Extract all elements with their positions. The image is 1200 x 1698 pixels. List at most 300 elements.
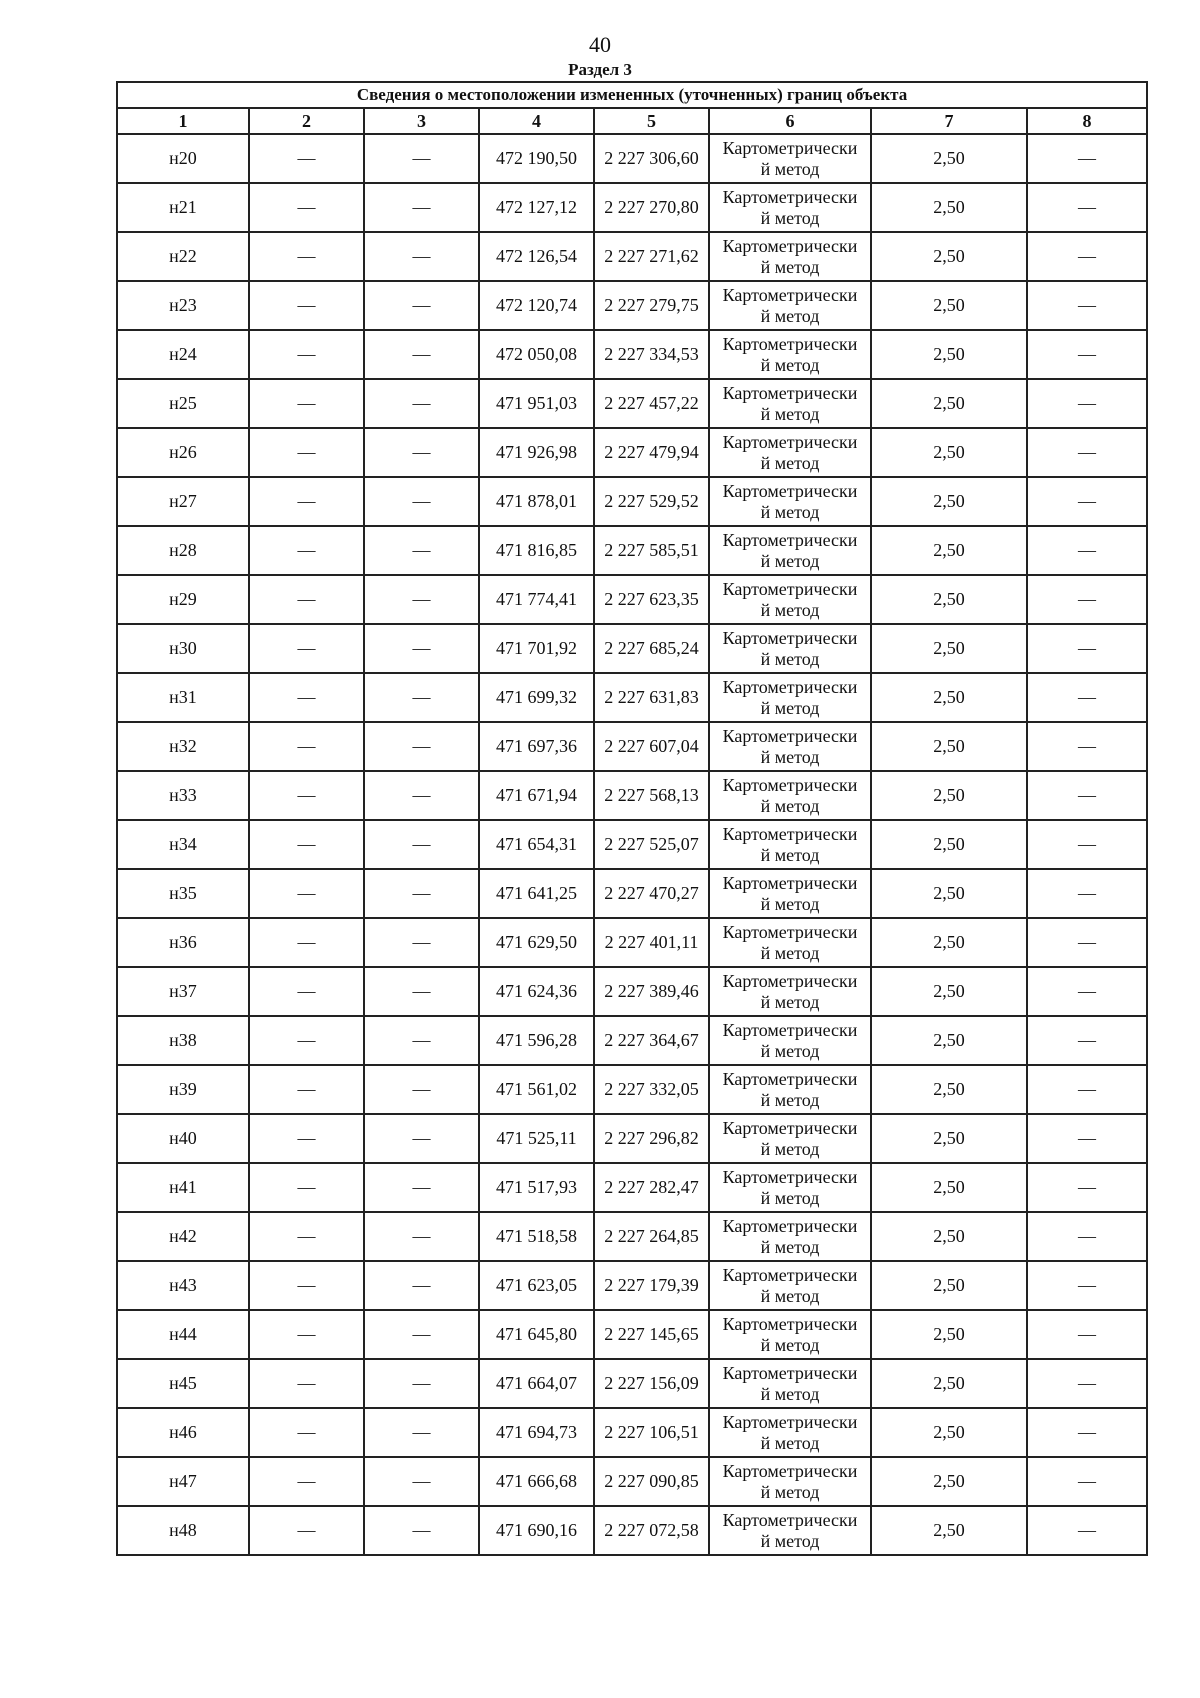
method-line: й метод — [760, 207, 820, 228]
table-cell: 2 227 389,46 — [594, 967, 709, 1016]
table-cell: 2,50 — [871, 428, 1027, 477]
table-cell: н35 — [117, 869, 249, 918]
table-cell: — — [364, 1114, 479, 1163]
table-cell: — — [1027, 1016, 1147, 1065]
column-header: 8 — [1027, 108, 1147, 134]
table-cell: 471 816,85 — [479, 526, 594, 575]
table-cell: — — [1027, 722, 1147, 771]
table-cell: — — [364, 1212, 479, 1261]
table-cell: 471 878,01 — [479, 477, 594, 526]
table-cell: н41 — [117, 1163, 249, 1212]
table-row — [117, 183, 1147, 232]
table-cell: — — [1027, 1359, 1147, 1408]
table-cell: — — [249, 918, 364, 967]
table-cell: 2 227 179,39 — [594, 1261, 709, 1310]
table-cell: 2,50 — [871, 134, 1027, 183]
table-cell: — — [1027, 1457, 1147, 1506]
table-cell: — — [1027, 330, 1147, 379]
table-row — [117, 1457, 1147, 1506]
table-cell: 471 926,98 — [479, 428, 594, 477]
method-line: й метод — [760, 1481, 820, 1502]
table-cell: — — [364, 1457, 479, 1506]
table-cell: н27 — [117, 477, 249, 526]
table-cell: н21 — [117, 183, 249, 232]
table-cell: 2,50 — [871, 869, 1027, 918]
table-cell: н23 — [117, 281, 249, 330]
table-cell: 2 227 685,24 — [594, 624, 709, 673]
table-cell: н33 — [117, 771, 249, 820]
method-line: Картометрически — [722, 1460, 858, 1481]
table-cell — [709, 771, 871, 820]
table-cell: 471 525,11 — [479, 1114, 594, 1163]
table-cell: — — [249, 1506, 364, 1555]
table-cell: — — [249, 1065, 364, 1114]
table-cell: — — [364, 134, 479, 183]
table-cell: 2 227 106,51 — [594, 1408, 709, 1457]
table-cell: — — [364, 771, 479, 820]
method-line: Картометрически — [722, 872, 858, 893]
table-cell — [709, 1163, 871, 1212]
page-number: 40 — [589, 32, 611, 57]
table-cell — [709, 1359, 871, 1408]
method-line: Картометрически — [722, 431, 858, 452]
column-header: 3 — [364, 108, 479, 134]
method-line: Картометрически — [722, 970, 858, 991]
table-cell: — — [249, 1016, 364, 1065]
method-line: Картометрически — [722, 186, 858, 207]
table-cell: 471 701,92 — [479, 624, 594, 673]
table-cell: 2 227 623,35 — [594, 575, 709, 624]
table-cell: 2 227 607,04 — [594, 722, 709, 771]
table-cell: — — [1027, 624, 1147, 673]
table-cell: — — [249, 771, 364, 820]
table-cell: — — [364, 967, 479, 1016]
method-line: й метод — [760, 795, 820, 816]
table-cell: 471 629,50 — [479, 918, 594, 967]
method-line: Картометрически — [722, 627, 858, 648]
table-cell: — — [1027, 379, 1147, 428]
method-line: й метод — [760, 599, 820, 620]
table-row — [117, 722, 1147, 771]
table-cell: н22 — [117, 232, 249, 281]
table-cell: н25 — [117, 379, 249, 428]
table-cell: — — [249, 967, 364, 1016]
table-row — [117, 1506, 1147, 1555]
table-cell: 2,50 — [871, 820, 1027, 869]
table-cell: — — [249, 1310, 364, 1359]
table-cell — [709, 379, 871, 428]
method-line: Картометрически — [722, 137, 858, 158]
method-line: й метод — [760, 844, 820, 865]
table-cell: — — [249, 575, 364, 624]
table-cell: 471 645,80 — [479, 1310, 594, 1359]
table-cell: 2,50 — [871, 1016, 1027, 1065]
table-cell: 2 227 332,05 — [594, 1065, 709, 1114]
table-cell: 471 517,93 — [479, 1163, 594, 1212]
table-cell: 2 227 296,82 — [594, 1114, 709, 1163]
table-cell: 2,50 — [871, 1506, 1027, 1555]
table-cell: н28 — [117, 526, 249, 575]
table-cell: — — [364, 330, 479, 379]
table-row — [117, 1310, 1147, 1359]
method-line: Картометрически — [722, 480, 858, 501]
table-cell: н37 — [117, 967, 249, 1016]
method-line: й метод — [760, 942, 820, 963]
table-cell: — — [364, 1408, 479, 1457]
table-cell: — — [364, 820, 479, 869]
table-cell — [709, 1310, 871, 1359]
boundary-table — [116, 81, 1148, 1556]
table-cell: — — [364, 1016, 479, 1065]
table-cell: 471 671,94 — [479, 771, 594, 820]
table-cell: н45 — [117, 1359, 249, 1408]
method-line: Картометрически — [722, 1509, 858, 1530]
table-cell: 471 623,05 — [479, 1261, 594, 1310]
method-line: й метод — [760, 1236, 820, 1257]
method-line: й метод — [760, 1089, 820, 1110]
column-header: 1 — [117, 108, 249, 134]
table-cell: 2,50 — [871, 183, 1027, 232]
table-cell: — — [1027, 673, 1147, 722]
method-line: й метод — [760, 1040, 820, 1061]
table-cell: 471 561,02 — [479, 1065, 594, 1114]
table-cell: 472 050,08 — [479, 330, 594, 379]
method-line: Картометрически — [722, 1313, 858, 1334]
table-cell — [709, 428, 871, 477]
table-cell: 2 227 401,11 — [594, 918, 709, 967]
table-cell: — — [249, 1359, 364, 1408]
table-cell: 2 227 525,07 — [594, 820, 709, 869]
method-line: й метод — [760, 1383, 820, 1404]
table-cell: — — [364, 1310, 479, 1359]
table-cell: — — [364, 918, 479, 967]
table-cell: 471 774,41 — [479, 575, 594, 624]
table-cell: — — [364, 1261, 479, 1310]
method-line: Картометрически — [722, 284, 858, 305]
table-cell — [709, 232, 871, 281]
table-row — [117, 428, 1147, 477]
table-cell — [709, 477, 871, 526]
method-line: й метод — [760, 403, 820, 424]
table-cell: — — [364, 281, 479, 330]
method-line: й метод — [760, 354, 820, 375]
table-row — [117, 1114, 1147, 1163]
table-cell: 2,50 — [871, 1163, 1027, 1212]
method-line: Картометрически — [722, 1264, 858, 1285]
table-cell: — — [364, 1065, 479, 1114]
method-line: Картометрически — [722, 1019, 858, 1040]
table-cell: 471 697,36 — [479, 722, 594, 771]
table-cell: 2 227 072,58 — [594, 1506, 709, 1555]
table-cell: — — [1027, 967, 1147, 1016]
table-cell: 2 227 364,67 — [594, 1016, 709, 1065]
table-cell: 2,50 — [871, 477, 1027, 526]
table-cell: — — [1027, 183, 1147, 232]
table-cell: 2,50 — [871, 967, 1027, 1016]
table-cell — [709, 183, 871, 232]
column-header: 2 — [249, 108, 364, 134]
table-cell: — — [1027, 1261, 1147, 1310]
table-cell: 471 596,28 — [479, 1016, 594, 1065]
table-cell: 471 664,07 — [479, 1359, 594, 1408]
method-line: й метод — [760, 1530, 820, 1551]
method-line: Картометрически — [722, 578, 858, 599]
table-cell: н39 — [117, 1065, 249, 1114]
table-cell: 2,50 — [871, 379, 1027, 428]
table-cell: н31 — [117, 673, 249, 722]
table-cell: — — [364, 1163, 479, 1212]
table-cell: — — [1027, 820, 1147, 869]
table-cell: — — [364, 428, 479, 477]
table-cell: — — [249, 624, 364, 673]
table-cell: — — [1027, 281, 1147, 330]
column-header: 6 — [709, 108, 871, 134]
method-line: й метод — [760, 501, 820, 522]
table-cell: 472 120,74 — [479, 281, 594, 330]
table-cell — [709, 281, 871, 330]
table-cell — [709, 575, 871, 624]
table-row — [117, 1016, 1147, 1065]
table-cell: — — [1027, 1506, 1147, 1555]
table-cell: 2,50 — [871, 526, 1027, 575]
table-cell: — — [1027, 477, 1147, 526]
method-line: Картометрически — [722, 1362, 858, 1383]
table-cell: 2,50 — [871, 330, 1027, 379]
table-cell: 2,50 — [871, 1408, 1027, 1457]
table-cell: 2 227 090,85 — [594, 1457, 709, 1506]
method-line: й метод — [760, 1187, 820, 1208]
table-cell — [709, 1261, 871, 1310]
table-cell: — — [364, 673, 479, 722]
table-cell: 471 624,36 — [479, 967, 594, 1016]
table-cell: — — [1027, 1163, 1147, 1212]
table-cell: 2,50 — [871, 281, 1027, 330]
table-caption: Сведения о местоположении измененных (уточненных) границ объекта — [117, 82, 1147, 108]
table-cell: 2 227 631,83 — [594, 673, 709, 722]
table-cell: — — [249, 1408, 364, 1457]
table-cell: 2,50 — [871, 918, 1027, 967]
table-cell: 2,50 — [871, 232, 1027, 281]
table-cell: н29 — [117, 575, 249, 624]
table-cell: 471 641,25 — [479, 869, 594, 918]
table-cell: 2 227 264,85 — [594, 1212, 709, 1261]
method-line: й метод — [760, 452, 820, 473]
table-row — [117, 1065, 1147, 1114]
table-cell: 2,50 — [871, 1457, 1027, 1506]
table-cell: 2,50 — [871, 575, 1027, 624]
table-cell: — — [249, 1212, 364, 1261]
table-cell: — — [249, 281, 364, 330]
table-cell: — — [1027, 918, 1147, 967]
table-cell — [709, 1114, 871, 1163]
table-cell: 2 227 282,47 — [594, 1163, 709, 1212]
method-line: Картометрически — [722, 235, 858, 256]
method-line: Картометрически — [722, 1411, 858, 1432]
table-cell — [709, 673, 871, 722]
table-cell: н20 — [117, 134, 249, 183]
table-cell: н38 — [117, 1016, 249, 1065]
table-cell: 472 190,50 — [479, 134, 594, 183]
method-line: й метод — [760, 1432, 820, 1453]
method-line: й метод — [760, 305, 820, 326]
method-line: й метод — [760, 1138, 820, 1159]
table-cell: 2 227 334,53 — [594, 330, 709, 379]
method-line: й метод — [760, 893, 820, 914]
table-cell: — — [249, 1457, 364, 1506]
table-cell — [709, 1506, 871, 1555]
method-line: й метод — [760, 1334, 820, 1355]
method-line: й метод — [760, 746, 820, 767]
table-cell: — — [364, 232, 479, 281]
table-cell — [709, 1408, 871, 1457]
column-header: 5 — [594, 108, 709, 134]
table-cell: 472 127,12 — [479, 183, 594, 232]
table-row — [117, 330, 1147, 379]
table-cell: — — [249, 869, 364, 918]
table-cell: — — [249, 183, 364, 232]
table-cell: н46 — [117, 1408, 249, 1457]
table-cell: 471 690,16 — [479, 1506, 594, 1555]
table-cell: — — [249, 428, 364, 477]
table-cell — [709, 624, 871, 673]
table-cell: н32 — [117, 722, 249, 771]
method-line: Картометрически — [722, 676, 858, 697]
table-cell: н26 — [117, 428, 249, 477]
table-cell: 2,50 — [871, 1261, 1027, 1310]
table-cell: — — [364, 526, 479, 575]
section-title: Раздел 3 — [568, 60, 632, 79]
table-cell: — — [1027, 526, 1147, 575]
table-cell: н30 — [117, 624, 249, 673]
table-cell: 2,50 — [871, 1310, 1027, 1359]
table-cell: — — [249, 1261, 364, 1310]
column-header: 7 — [871, 108, 1027, 134]
table-row — [117, 526, 1147, 575]
table-row — [117, 281, 1147, 330]
table-cell: — — [364, 575, 479, 624]
table-cell: н24 — [117, 330, 249, 379]
table-cell: — — [1027, 232, 1147, 281]
table-cell: — — [1027, 1212, 1147, 1261]
table-cell: 2 227 279,75 — [594, 281, 709, 330]
method-line: Картометрически — [722, 725, 858, 746]
table-cell: — — [249, 526, 364, 575]
table-cell — [709, 526, 871, 575]
table-header-row — [117, 108, 1147, 134]
method-line: й метод — [760, 158, 820, 179]
method-line: Картометрически — [722, 1215, 858, 1236]
table-row — [117, 771, 1147, 820]
table-cell: 2 227 270,80 — [594, 183, 709, 232]
table-cell: — — [364, 869, 479, 918]
table-row — [117, 134, 1147, 183]
table-cell: 2,50 — [871, 673, 1027, 722]
table-cell: 471 666,68 — [479, 1457, 594, 1506]
table-cell: — — [364, 624, 479, 673]
table-cell: — — [249, 330, 364, 379]
table-cell: — — [249, 1114, 364, 1163]
table-cell: 2,50 — [871, 1065, 1027, 1114]
table-row — [117, 673, 1147, 722]
table-cell: 2 227 145,65 — [594, 1310, 709, 1359]
method-line: Картометрически — [722, 333, 858, 354]
table-row — [117, 624, 1147, 673]
table-cell: — — [364, 477, 479, 526]
table-row — [117, 967, 1147, 1016]
method-line: Картометрически — [722, 1068, 858, 1089]
method-line: Картометрически — [722, 823, 858, 844]
table-cell: 2,50 — [871, 624, 1027, 673]
method-line: й метод — [760, 550, 820, 571]
table-cell: 2 227 457,22 — [594, 379, 709, 428]
table-cell: 2 227 271,62 — [594, 232, 709, 281]
method-line: Картометрически — [722, 1117, 858, 1138]
table-cell — [709, 1016, 871, 1065]
table-cell: 2 227 306,60 — [594, 134, 709, 183]
table-cell: — — [1027, 869, 1147, 918]
table-cell: н34 — [117, 820, 249, 869]
table-row — [117, 1212, 1147, 1261]
table-cell: — — [1027, 1114, 1147, 1163]
table-cell: — — [364, 1359, 479, 1408]
table-cell: 2,50 — [871, 1212, 1027, 1261]
table-cell: — — [249, 673, 364, 722]
table-cell — [709, 1457, 871, 1506]
table-cell: — — [1027, 1310, 1147, 1359]
table-cell: 2 227 585,51 — [594, 526, 709, 575]
table-cell: — — [364, 1506, 479, 1555]
table-cell: 2,50 — [871, 722, 1027, 771]
table-cell: — — [1027, 428, 1147, 477]
table-cell — [709, 820, 871, 869]
table-cell: — — [1027, 1065, 1147, 1114]
table-cell: — — [249, 477, 364, 526]
table-cell — [709, 722, 871, 771]
table-cell: — — [1027, 134, 1147, 183]
table-cell: 2,50 — [871, 1114, 1027, 1163]
method-line: й метод — [760, 256, 820, 277]
table-row — [117, 379, 1147, 428]
table-cell: 471 654,31 — [479, 820, 594, 869]
table-cell: н42 — [117, 1212, 249, 1261]
table-cell: н48 — [117, 1506, 249, 1555]
table-cell: — — [1027, 1408, 1147, 1457]
table-cell: 471 951,03 — [479, 379, 594, 428]
method-line: й метод — [760, 1285, 820, 1306]
table-cell: н36 — [117, 918, 249, 967]
table-cell: 2 227 470,27 — [594, 869, 709, 918]
table-row — [117, 1408, 1147, 1457]
method-line: й метод — [760, 991, 820, 1012]
table-row — [117, 869, 1147, 918]
table-cell: — — [249, 1163, 364, 1212]
table-caption-row — [117, 82, 1147, 108]
table-cell: 471 694,73 — [479, 1408, 594, 1457]
method-line: Картометрически — [722, 382, 858, 403]
method-line: Картометрически — [722, 774, 858, 795]
table-cell: 2 227 568,13 — [594, 771, 709, 820]
table-cell — [709, 134, 871, 183]
table-cell: — — [364, 379, 479, 428]
table-cell: 471 518,58 — [479, 1212, 594, 1261]
method-line: й метод — [760, 648, 820, 669]
table-cell: н47 — [117, 1457, 249, 1506]
table-cell: 2 227 156,09 — [594, 1359, 709, 1408]
method-line: Картометрически — [722, 1166, 858, 1187]
table-cell: 471 699,32 — [479, 673, 594, 722]
table-row — [117, 477, 1147, 526]
table-row — [117, 820, 1147, 869]
